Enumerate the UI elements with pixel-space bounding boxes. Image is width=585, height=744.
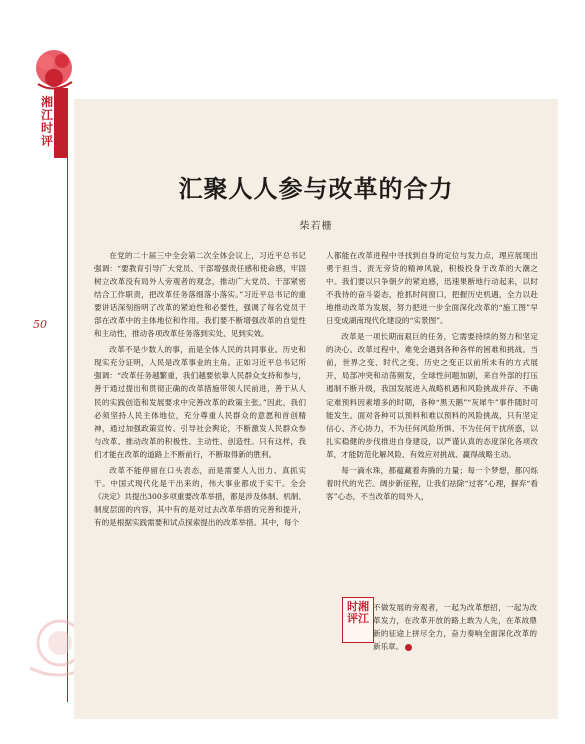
article-panel: [74, 99, 558, 719]
article-column-left: [94, 249, 306, 529]
paragraph: 改革是一项长期而艰巨的任务，它需要持续的努力和坚定的决心。改革过程中，难免会遇到各种各样的困难和挑战。当前，世界之变、时代之变、历史之变正以前所未有的方式展开，局部冲突和动荡频发，全球性问题加剧，来自外部的打压遏制不断升级，我国发展进入战略机遇和风险挑战并存、不确定难预料因素增多的时期，各种“黑天鹅”“灰犀牛”事件随时可能发生。面对各种可以预料和难以预料的风险挑战，只有坚定信心、齐心协力，不为任何风险所惧、不为任何干扰所惑，以扎实稳健的步伐推进自身建设，以严谨认真的态度深化各项改革，才能防范化解风险、有效应对挑战、赢得战略主动。: [326, 332, 538, 459]
paragraph: 在党的二十届三中全会第二次全体会议上，习近平总书记强调：“要教育引导广大党员、干部增强责任感和使命感，牢固树立改革没有局外人旁观者的观念，推动广大党员、干部紧密结合工作职责，把改革任务落细落小落实。”习近平总书记的重要讲话深刻指明了改革的紧迫性和必要性，强调了每名党员干部在改革中的主体地位和作用。我们要不断增强改革的自觉性和主动性，推动各项改革任务落到实处、见到实效。: [94, 251, 306, 339]
stamp-char: 评: [347, 612, 358, 625]
column-label-char: 评: [40, 134, 53, 148]
article-column-right-tail: [373, 601, 537, 653]
paragraph: 改革不能停留在口头表态，而是需要人人出力、真抓实干。中国式现代化是干出来的，伟大事业都成于实干。全会《决定》共提出300多项重要改革举措，都是涉及体制、机制、制度层面的内容，其中有的是对过去改革举措的完善和提升，有的是根据实践需要和试点探索提出的改革举措。其中，每个: [94, 465, 306, 527]
column-bar: [54, 88, 68, 158]
stamp-char: 江: [358, 612, 369, 625]
end-mark-icon: [405, 644, 412, 651]
column-stamp: [342, 597, 374, 643]
stamp-char: 湘: [358, 600, 369, 613]
page-number: 50: [33, 318, 47, 331]
column-label: [40, 96, 54, 148]
stamp-char: 时: [347, 600, 358, 613]
article-column-right: [326, 249, 538, 503]
paragraph-tail: 不做发展的旁观者，一起为改革想招，一起为改革发力，在改革开放的路上敢为人先，在革故鼎新的征途上拼尽全力，奋力奏响全面深化改革的新乐章。: [373, 603, 537, 652]
column-label-char: 湘: [40, 95, 53, 109]
paragraph: 每一滴水珠，都蕴藏着奔腾的力量；每一个梦想，都闪烁着时代的光芒。阔步新征程，让我们祛除“过客”心理，摒弃“看客”心态，不当改革的局外人，: [326, 465, 538, 501]
article-author: 柴若栅: [299, 221, 333, 232]
paragraph: 改革不是少数人的事，而是全体人民的共同事业。历史和现实充分证明，人民是改革事业的主角。正如习近平总书记所强调：“改革任务越繁重，我们越要依靠人民群众支持和参与，善于通过提出和贯彻正确的改革措施带领人民前进，善于从人民的实践创造和发展要求中完善改革的政策主张。”因此，我们必须坚持人民主体地位，充分尊重人民群众的意愿和首创精神，通过加强政策宣传、引导社会舆论，不断激发人民群众参与改革、推动改革的积极性、主动性、创造性。只有这样，我们才能在改革的道路上不断前行，不断取得新的胜利。: [94, 345, 306, 459]
column-label-char: 江: [40, 108, 53, 122]
column-label-char: 时: [40, 121, 53, 135]
paragraph: 人都能在改革进程中寻找到自身的定位与发力点，理应展现出勇于担当、责无旁贷的精神风貌，积极投身于改革的大潮之中。我们要以只争朝夕的紧迫感，迅速果断地行动起来，以时不我待的奋斗姿态，抢抓时间窗口，把握历史机遇，全力以赴地推动改革为发展，努力把进一步全面深化改革的“施工图”早日变成湖南现代化建设的“实景图”。: [326, 251, 538, 326]
article-title: 汇聚人人参与改革的合力: [178, 174, 454, 203]
